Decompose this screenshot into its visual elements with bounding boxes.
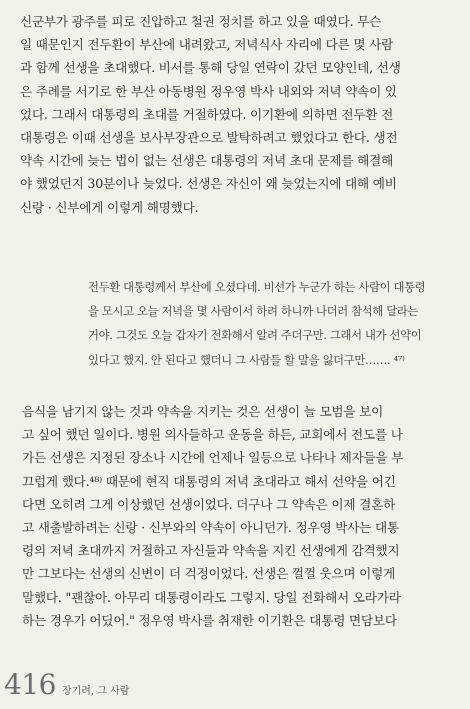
quote-line: 있다고 했지. 안 된다고 했더니 그 사람들 할 말을 잃더구만……. ⁴⁷⁾ (88, 353, 405, 367)
text-line: 끄럽게 했다.⁴⁸⁾ 때문에 현직 대통령의 저녁 초대라고 해서 선약을 어긴 (22, 473, 396, 489)
running-title: 장기려, 그 사람 (61, 686, 130, 697)
text-line: 일 때문인지 전두환이 부산에 내려왔고, 저녁식사 자리에 다른 몇 사람 (20, 37, 394, 53)
page-number: 416 (4, 668, 56, 701)
text-line: 음식을 남기지 않는 것과 약속을 지키는 것은 선생이 늘 모범을 보이 (22, 404, 384, 419)
text-line: 만 그보다는 선생의 신변이 더 걱정이었다. 선생은 껄껄 웃으며 이렇게 (22, 566, 396, 582)
body-paragraph-1 (20, 10, 453, 219)
text-line: 하는 경우가 어딨어." 정우영 박사를 취재한 이기환은 대통령 면담보다 (22, 612, 397, 628)
text-line: 야 했었던지 30분이나 늦었다. 선생은 자신이 왜 늦었는지에 대해 예비 (20, 176, 397, 192)
text-line: 고 싶어 했던 일이다. 병원 의사들하고 운동을 하든, 교회에서 전도를 나 (22, 427, 403, 443)
text-line: 대통령은 이때 선생을 보사부장관으로 발탁하려고 했었다고 한다. 생전 (20, 130, 398, 146)
quote-line: 을 모시고 오늘 저녁을 몇 사람이서 하려 하니까 나더러 참석해 달라는 (88, 305, 419, 319)
block-quote (88, 276, 453, 373)
text-line: 과 함께 선생을 초대했다. 비서를 통해 당일 연락이 갔던 모양인데, 선생 (20, 60, 401, 76)
quote-line: 전두환 대통령께서 부산에 오셨다네. 비선가 누군가 하는 사람이 대통령 (88, 281, 426, 294)
text-line: 말했다. "괜찮아. 아무리 대통령이라도 그렇지. 당일 전화해서 오라가라 (22, 589, 401, 605)
text-line: 신군부가 광주를 피로 진압하고 철권 정치를 하고 있을 때였다. 무슨 (20, 14, 382, 29)
body-paragraph-2 (22, 400, 455, 632)
quote-line: 거야. 그것도 오늘 갑자기 전화해서 알려 주더구만. 그래서 내가 선약이 (88, 329, 422, 343)
text-line: 은 주례를 서기로 한 부산 아동병원 정우영 박사 내외와 저녁 약속이 있 (20, 83, 397, 99)
page-footer (4, 668, 129, 701)
text-line: 가든 선생은 지정된 장소나 시간에 언제나 일등으로 나타나 제자들을 부 (22, 450, 404, 466)
text-line: 신랑 · 신부에게 이렇게 해명했다. (20, 199, 199, 215)
text-line: 령의 저녁 초대까지 거절하고 자신들과 약속을 지킨 선생에게 감격했지 (22, 543, 400, 559)
text-line: 었다. 그래서 대통령의 초대를 거절하였다. 이기환에 의하면 전두환 전 (20, 106, 394, 122)
text-line: 고 새출발하려는 신랑 · 신부와의 약속이 아니던가. 정우영 박사는 대통 (22, 520, 399, 536)
text-line: 다면 오히려 그게 이상했던 선생이었다. 더구나 그 약속은 이제 결혼하 (22, 496, 396, 512)
text-line: 약속 시간에 늦는 법이 없는 선생은 대통령의 저녁 초대 문제를 해결해 (20, 153, 394, 169)
